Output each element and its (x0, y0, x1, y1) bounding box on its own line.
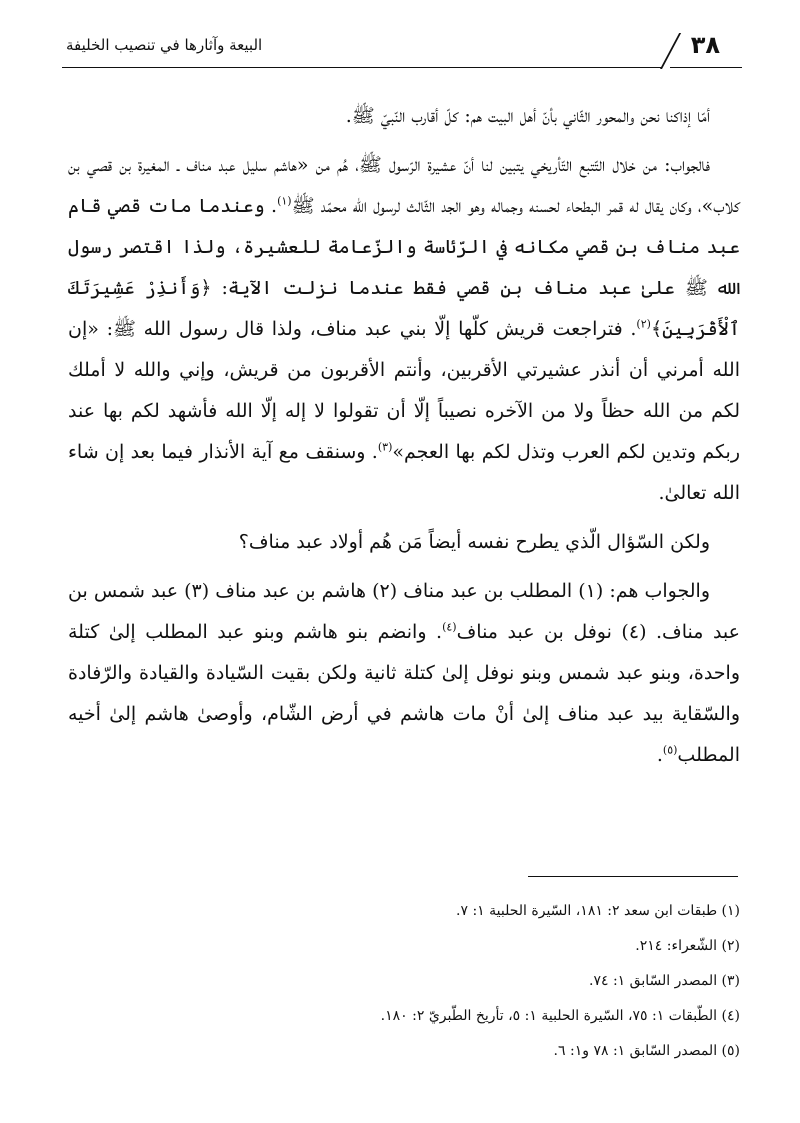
footnote-3: (٣) المصدر السّابق ١: ٧٤. (589, 973, 740, 989)
paragraph-2-text: فالجواب: من خلال التّتبع التّأريخي يتبين لنا أنّ عشيرة الرّسول ﷺ، هُم من «هاشم سليل عبد مناف ـ المغيرة بن قصي بن كلاب»، وكان يقال له قمر البطحاء لحسنه وجماله وهو الجد الثّالث لرسول الله محمّد ﷺ (68, 154, 740, 217)
paragraph-1 (68, 96, 740, 137)
paragraph-4-text-cont2: . (656, 744, 663, 766)
footnotes (68, 894, 740, 1069)
footnote-marker-1[interactable]: (١) (277, 194, 292, 208)
footnote-marker-5[interactable]: (٥) (662, 743, 678, 757)
footnote-marker-4[interactable]: (٤) (442, 620, 457, 634)
main-text (68, 96, 740, 784)
paragraph-3 (68, 522, 740, 563)
footnote-1: (١) طبقات ابن سعد ٢: ١٨١، السّيرة الحلبية ١: ٧. (456, 903, 740, 919)
paragraph-2-text-cont: . وعندما مات قصي قام عبد مناف بن قصي مكانه في الرّئاسة والزّعامة للعشيرة، ولذا اقتصر رسول الله ﷺ علىٰ عبد مناف بن قصي فقط عندما نزلت الآية: ﴿وَأَنذِرْ عَشِيرَتَكَ ٱلْأَقْرَبِينَ﴾ (68, 195, 740, 340)
paragraph-4-text-cont: . وانضم بنو هاشم وبنو عبد المطلب إلىٰ كتلة واحدة، وبنو عبد شمس وبنو نوفل إلىٰ كتلة ثانية ولكن بقيت السّيادة والقيادة والرّفادة والسّقاية بيد عبد مناف إلىٰ أنْ مات هاشم في أرض الشّام، وأوصىٰ هاشم إلىٰ أخيه المطلب (68, 621, 740, 766)
paragraph-4 (68, 571, 740, 776)
header-rule (62, 67, 662, 68)
paragraph-2-text-cont2: . فتراجعت قريش كلّها إلّا بني عبد مناف، ولذا قال رسول الله ﷺ: «إن الله أمرني أن أنذر عشيرتي الأقربين، وأنتم الأقربون من قريش، وإني والله لا أملك لكم من الله حظاً ولا من الآخره نصيباً إلّا أن تقولوا لا إله إلّا الله فأشهد لكم بها عند ربكم وتدين لكم العرب وتذل لكم بها العجم» (68, 318, 741, 463)
paragraph-1-text: أمّا إذاكنا نحن والمحور الثّاني بأنّ أهل البيت هم: كلّ أقارب النّبيّ ﷺ. (345, 105, 710, 127)
footnote-5: (٥) المصدر السّابق ١: ٧٨ و١: ٦. (553, 1043, 740, 1059)
paragraph-2 (68, 145, 740, 514)
footnote-marker-3[interactable]: (٣) (377, 440, 393, 454)
footnote-separator (528, 876, 738, 877)
running-title: البيعة وآثارها في تنصيب الخليفة (66, 36, 263, 54)
header-rule-right (670, 67, 742, 68)
paragraph-2-text-cont3: . وسنقف مع آية الأنذار فيما بعد إن شاء الله تعالىٰ. (68, 441, 740, 504)
header-divider-slash (660, 33, 681, 69)
paragraph-3-text: ولكن السّؤال الّذي يطرح نفسه أيضاً مَن هُم أولاد عبد مناف؟ (238, 531, 710, 553)
running-header (62, 28, 742, 68)
footnote-4: (٤) الطّبقات ١: ٧٥، السّيرة الحلبية ١: ٥، تأريخ الطّبريّ ٢: ١٨٠. (380, 1008, 740, 1024)
paragraph-4-text: والجواب هم: (١) المطلب بن عبد مناف (٢) هاشم بن عبد مناف (٣) عبد شمس بن عبد مناف. (٤) نوفل بن عبد مناف (68, 580, 740, 643)
footnote-marker-2[interactable]: (٢) (636, 317, 651, 331)
footnote-2: (٢) الشّعراء: ٢١٤. (635, 938, 740, 954)
page-number: ٣٨ (690, 31, 720, 59)
